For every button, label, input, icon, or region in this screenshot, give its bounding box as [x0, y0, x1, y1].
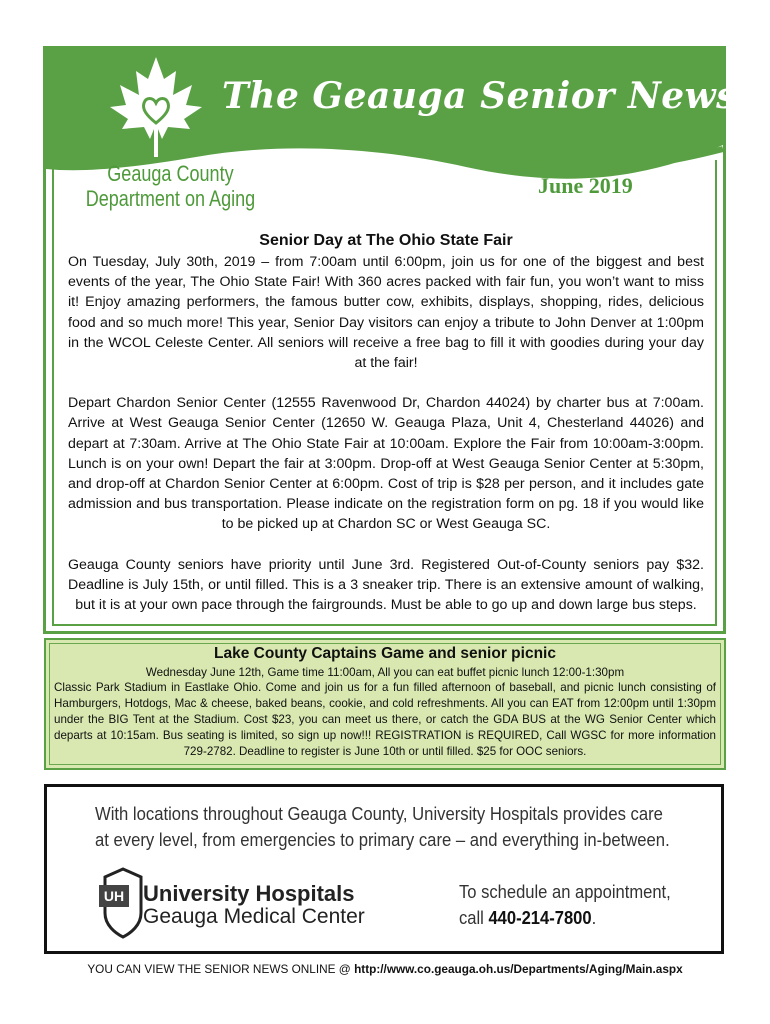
captains-game-box — [44, 638, 726, 770]
phone-number: 440-214-7800 — [488, 908, 592, 928]
captains-heading: Lake County Captains Game and senior picnic — [214, 645, 556, 662]
footer-url[interactable]: http://www.co.geauga.oh.us/Departments/Aging/Main.aspx — [354, 962, 683, 976]
captains-subline: Wednesday June 12th, Game time 11:00am, All you can eat buffet picnic lunch 12:00-1:30pm — [145, 666, 625, 679]
issue-date: June 2019 — [538, 173, 633, 198]
ad-line-2: at every level, from emergencies to primary care – and everything in-between. — [95, 829, 670, 850]
appointment-line: To schedule an appointment, — [459, 882, 671, 902]
uh-advertisement — [44, 784, 724, 954]
footer — [0, 962, 770, 976]
article-paragraph-2: Depart Chardon Senior Center (12555 Ravenwood Dr, Chardon 44024) by charter bus at 7:00am. Arrive at West Geauga Senior Center (12650 W. Geauga Plaza, Unit 4, Chesterland 44026) and depart at 7:30am. Arrive at The Ohio State Fair at 10:00am. Explore the Fair from 10:00am-3:00pm. Lunch is on your own! Depart the fair at 3:00pm. Drop-off at West Geauga Senior Center at 5:30pm, and drop-off at Chardon Senior Center at 6:00pm. Cost of trip is $28 per person, and it includes gate admission and bus transportation. Please indicate on the registration form on pg. 18 if you would like to be picked up at Chardon SC or West Geauga SC. — [68, 395, 704, 533]
call-prefix: call — [459, 908, 489, 928]
article-inner-border — [52, 160, 717, 626]
uh-logo-mark: UH — [103, 888, 125, 904]
captains-body: Classic Park Stadium in Eastlake Ohio. Come and join us for a fun filled afternoon of baseball, and picnic lunch consisting of Hamburgers, Hotdogs, Mac & cheese, baked beans, cookie, and cold refreshments. All you can EAT from 12:00pm until 1:30pm under the BIG Tent at the Stadium. Cost $23, you can meet us there, or catch the GDA BUS at the WG Senior Center which departs at 10:15am. Bus seating is limited, so sign up now!!! REGISTRATION is REQUIRED, Call WGSC for more information 729-2782. Deadline to register is June 10th or until filled. $25 for OOC seniors. — [54, 681, 716, 758]
ad-line-1: With locations throughout Geauga County, University Hospitals provides care — [95, 803, 663, 824]
medical-center-name: Geauga Medical Center — [143, 905, 365, 928]
article-heading: Senior Day at The Ohio State Fair — [259, 232, 513, 249]
call-line — [459, 905, 671, 931]
article-paragraph-3: Geauga County seniors have priority until June 3rd. Registered Out-of-County seniors pay $32. Deadline is July 15th, or until filled. This is a 3 sneaker trip. There is an extensive amount of walking, but it is at your own pace through the fairgrounds. Must be able to go up and down large bus steps. — [68, 556, 704, 614]
phone-suffix: . — [591, 908, 597, 928]
footer-prefix: YOU CAN VIEW THE SENIOR NEWS ONLINE @ — [87, 962, 355, 976]
department-line-2: Department on Aging — [85, 186, 256, 211]
ad-tagline — [95, 801, 670, 853]
appointment-info — [459, 879, 671, 931]
article-paragraph-1: On Tuesday, July 30th, 2019 – from 7:00am until 6:00pm, join us for one of the biggest and best events of the year, The Ohio State Fair! With 360 acres packed with fair fun, you won’t want to miss it! Enjoy amazing performers, the famous butter cow, exhibits, displays, shopping, rides, delicious food and so much more! This year, Senior Day visitors can enjoy a tribute to John Denver at 1:00pm in the WCOL Celeste Center. All seniors will receive a free bag to fill it with goodies during your day at the fair! — [68, 254, 704, 372]
department-line-1: Geauga County — [107, 161, 234, 186]
newsletter-title: The Geauga Senior News — [222, 75, 737, 117]
hospital-name: University Hospitals — [143, 881, 355, 906]
